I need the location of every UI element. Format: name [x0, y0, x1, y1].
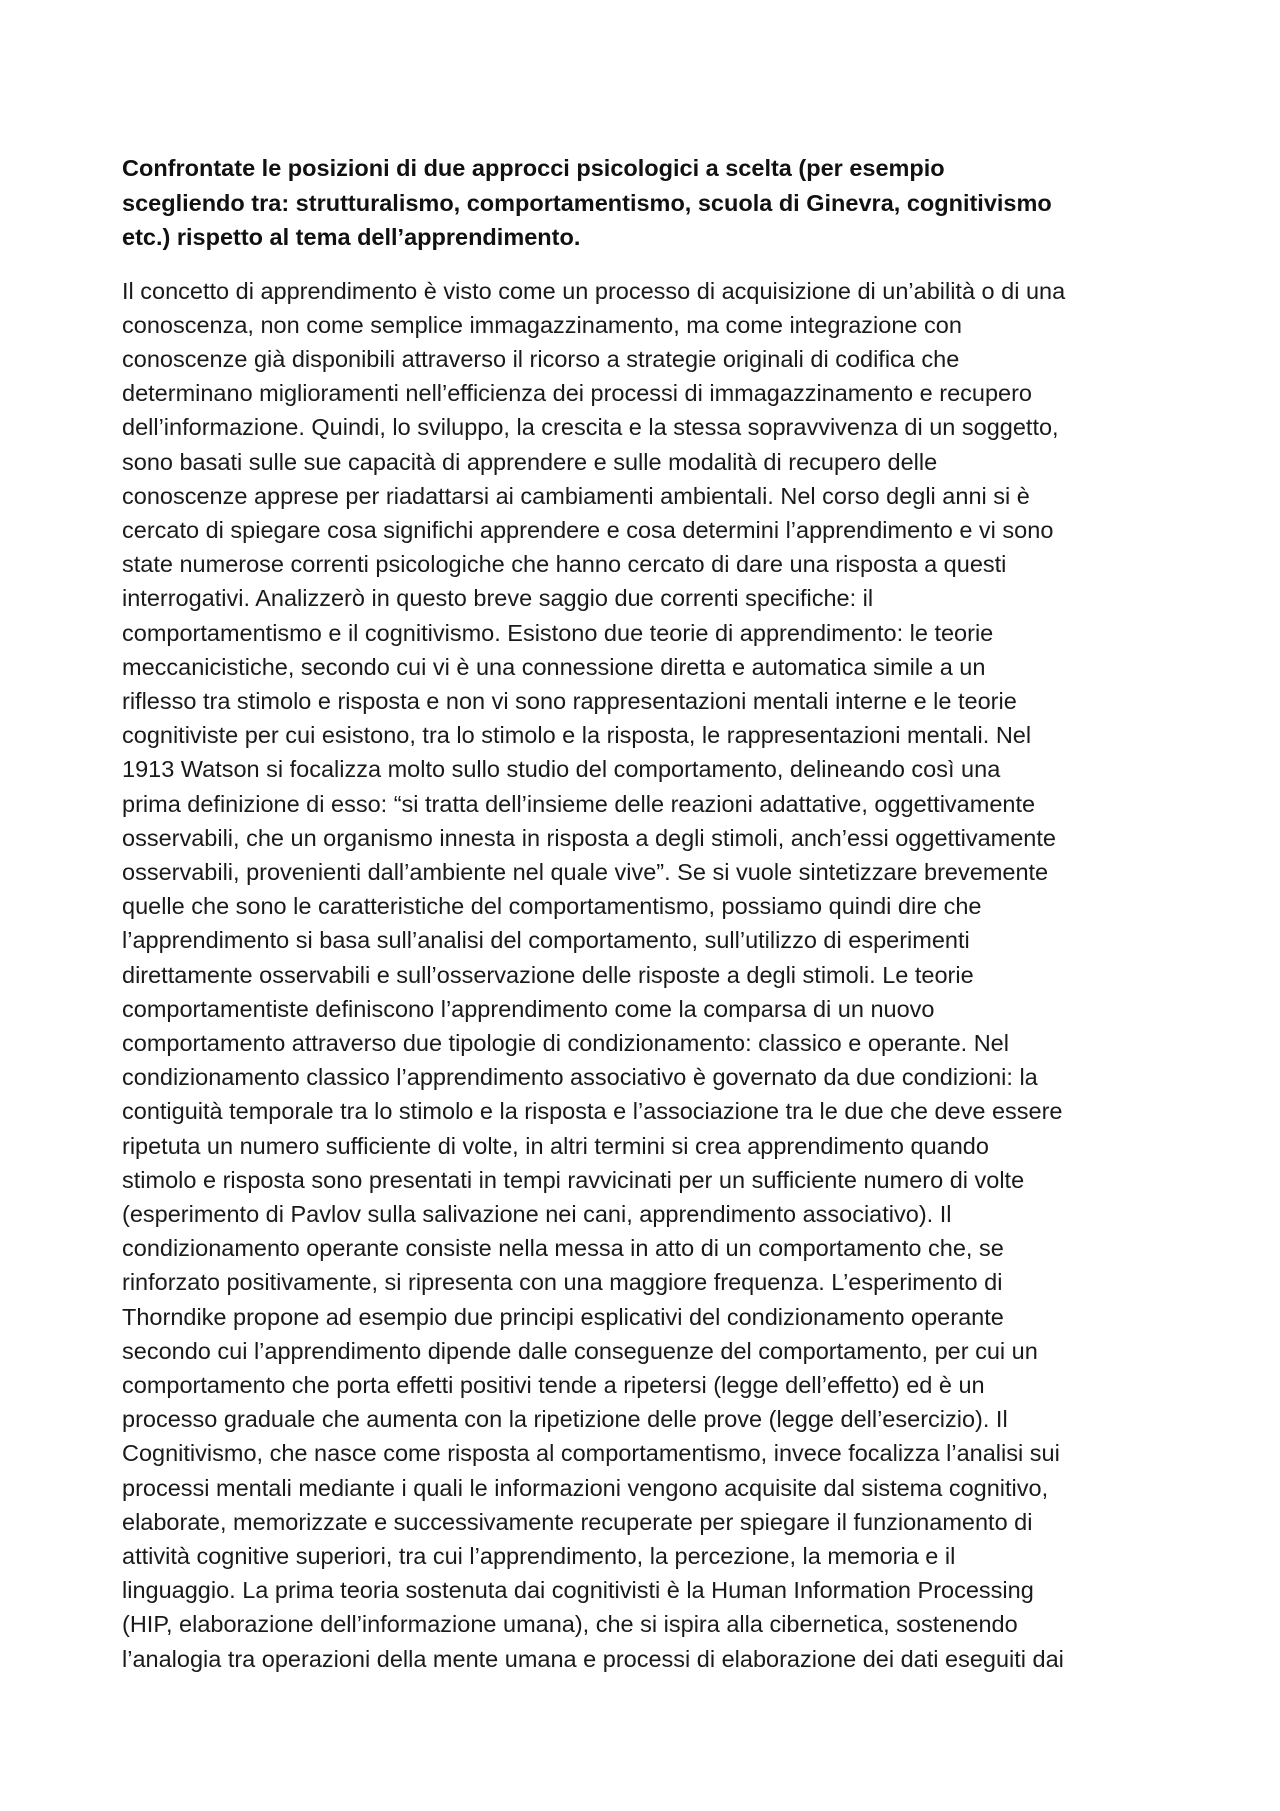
document-title [122, 151, 1172, 255]
body-line: quelle che sono le caratteristiche del comportamentismo, possiamo quindi dire che [122, 893, 982, 920]
body-line: ripetuta un numero sufficiente di volte, in altri termini si crea apprendimento quando [122, 1132, 989, 1159]
body-line: cercato di spiegare cosa significhi apprendere e cosa determini l’apprendimento e vi sono [122, 516, 1054, 543]
body-line: 1913 Watson si focalizza molto sullo studio del comportamento, delineando così una [122, 756, 1001, 783]
body-line: Cognitivismo, che nasce come risposta al comportamentismo, invece focalizza l’analisi sui [122, 1440, 1060, 1467]
body-line: (HIP, elaborazione dell’informazione umana), che si ispira alla cibernetica, sostenendo [122, 1611, 1018, 1638]
body-line: prima definizione di esso: “si tratta dell’insieme delle reazioni adattative, oggettivamente [122, 790, 1036, 817]
body-line: meccanicistiche, secondo cui vi è una connessione diretta e automatica simile a un [122, 653, 986, 680]
title-line: scegliendo tra: strutturalismo, comportamentismo, scuola di Ginevra, cognitivismo [122, 189, 1052, 216]
body-line: dell’informazione. Quindi, lo sviluppo, la crescita e la stessa sopravvivenza di un soggetto, [122, 414, 1059, 441]
body-line: comportamentiste definiscono l’apprendimento come la comparsa di un nuovo [122, 995, 935, 1022]
title-line: etc.) rispetto al tema dell’apprendimento. [122, 224, 581, 250]
body-line: attività cognitive superiori, tra cui l’apprendimento, la percezione, la memoria e il [122, 1543, 956, 1570]
body-line: state numerose correnti psicologiche che hanno cercato di dare una risposta a questi [122, 551, 1007, 578]
body-line: conoscenze già disponibili attraverso il ricorso a strategie originali di codifica che [122, 345, 960, 372]
body-line: Thorndike propone ad esempio due principi esplicativi del condizionamento operante [122, 1303, 1004, 1330]
body-line: (esperimento di Pavlov sulla salivazione nei cani, apprendimento associativo). Il [122, 1200, 952, 1227]
body-line: linguaggio. La prima teoria sostenuta dai cognitivisti è la Human Information Processing [122, 1577, 1034, 1604]
body-line: sono basati sulle sue capacità di apprendere e sulle modalità di recupero delle [122, 448, 938, 475]
body-line: secondo cui l’apprendimento dipende dalle conseguenze del comportamento, per cui un [122, 1337, 1038, 1364]
body-line: contiguità temporale tra lo stimolo e la risposta e l’associazione tra le due che deve essere [122, 1098, 1063, 1125]
body-line: conoscenze apprese per riadattarsi ai cambiamenti ambientali. Nel corso degli anni si è [122, 482, 1030, 509]
body-line: conoscenza, non come semplice immagazzinamento, ma come integrazione con [122, 311, 962, 338]
body-line: l’apprendimento si basa sull’analisi del comportamento, sull’utilizzo di esperimenti [122, 927, 970, 954]
body-line: direttamente osservabili e sull’osservazione delle risposte a degli stimoli. Le teorie [122, 961, 974, 988]
body-line: comportamento che porta effetti positivi tende a ripetersi (legge dell’effetto) ed è un [122, 1372, 985, 1398]
body-line: condizionamento classico l’apprendimento associativo è governato da due condizioni: la [122, 1064, 1038, 1091]
body-line: processi mentali mediante i quali le informazioni vengono acquisite dal sistema cognitivo, [122, 1474, 1049, 1501]
body-line: osservabili, che un organismo innesta in risposta a degli stimoli, anch’essi oggettivamente [122, 824, 1056, 851]
body-line: condizionamento operante consiste nella messa in atto di un comportamento che, se [122, 1235, 1004, 1262]
body-line: processo graduale che aumenta con la ripetizione delle prove (legge dell’esercizio). Il [122, 1406, 1008, 1433]
body-line: cognitiviste per cui esistono, tra lo stimolo e la risposta, le rappresentazioni mentali. Nel [122, 722, 1032, 749]
body-line: riflesso tra stimolo e risposta e non vi sono rappresentazioni mentali interne e le teorie [122, 687, 1017, 714]
body-line: elaborate, memorizzate e successivamente recuperate per spiegare il funzionamento di [122, 1508, 1033, 1535]
body-line: interrogativi. Analizzerò in questo breve saggio due correnti specifiche: il [122, 585, 874, 612]
body-line: comportamentismo e il cognitivismo. Esistono due teorie di apprendimento: le teorie [122, 619, 994, 646]
body-line: comportamento attraverso due tipologie di condizionamento: classico e operante. Nel [122, 1029, 1009, 1056]
document-content [122, 151, 1172, 1676]
body-line: determinano miglioramenti nell’efficienza dei processi di immagazzinamento e recupero [122, 380, 1032, 407]
body-line: l’analogia tra operazioni della mente umana e processi di elaborazione dei dati eseguiti dai [122, 1645, 1064, 1672]
document-body [122, 274, 1172, 1676]
body-line: Il concetto di apprendimento è visto come un processo di acquisizione di un’abilità o di una [122, 277, 1066, 304]
body-line: rinforzato positivamente, si ripresenta con una maggiore frequenza. L’esperimento di [122, 1269, 1003, 1296]
body-line: osservabili, provenienti dall’ambiente nel quale vive”. Se si vuole sintetizzare brevemente [122, 858, 1049, 885]
body-line: stimolo e risposta sono presentati in tempi ravvicinati per un sufficiente numero di volte [122, 1166, 1025, 1193]
title-line: Confrontate le posizioni di due approcci psicologici a scelta (per esempio [122, 155, 945, 181]
